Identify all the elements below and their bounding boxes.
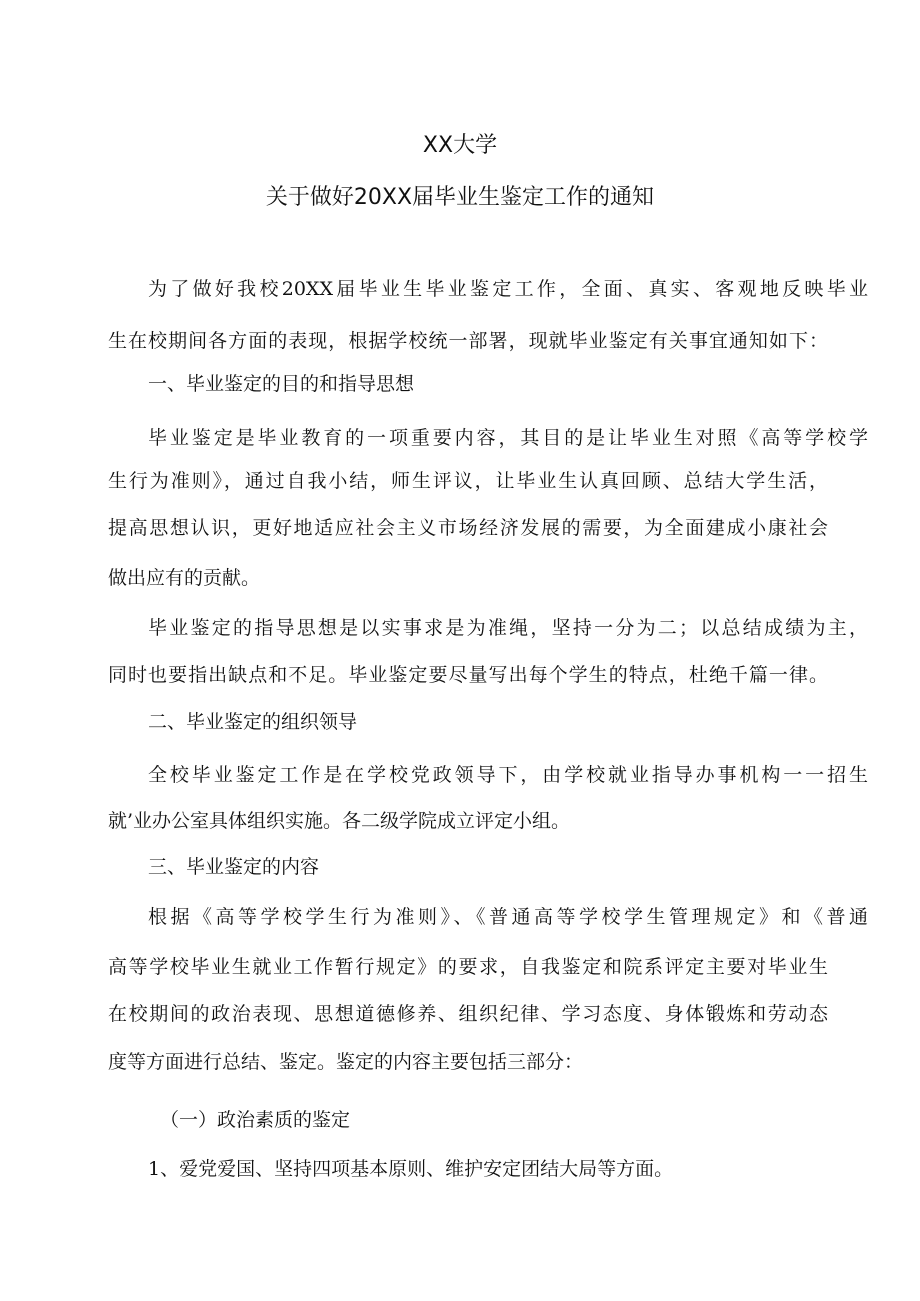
paragraph-line: 度等方面进行总结、鉴定。鉴定的内容主要包括三部分：	[108, 1051, 584, 1073]
section-heading: 一、毕业鉴定的目的和指导思想	[148, 373, 415, 395]
paragraph-line: 全校毕业鉴定工作是在学校党政领导下，由学校就业指导办事机构一一招生	[148, 764, 868, 786]
paragraph-line: 就’业办公室具体组织实施。各二级学院成立评定小组。	[108, 810, 571, 832]
paragraph-line: 高等学校毕业生就业工作暂行规定》的要求，自我鉴定和院系评定主要对毕业生	[108, 956, 828, 978]
document-title-notice: 关于做好20XX届毕业生鉴定工作的通知	[265, 185, 655, 210]
paragraph-line: 提高思想认识，更好地适应社会主义市场经济发展的需要，为全面建成小康社会	[108, 517, 828, 539]
paragraph-line: 生行为准则》，通过自我小结，师生评议，让毕业生认真回顾、总结大学生活，	[108, 470, 828, 492]
paragraph-line: 在校期间的政治表现、思想道德修养、组织纪律、学习态度、身体锻炼和劳动态	[108, 1003, 828, 1025]
section-heading: 二、毕业鉴定的组织领导	[148, 711, 358, 733]
paragraph-line: 毕业鉴定是毕业教育的一项重要内容，其目的是让毕业生对照《高等学校学	[148, 427, 868, 449]
paragraph-line: 同时也要指出缺点和不足。毕业鉴定要尽量写出每个学生的特点，杜绝千篇一律。	[108, 664, 828, 686]
subsection-heading: （一）政治素质的鉴定	[160, 1109, 351, 1131]
paragraph-line: 根据《高等学校学生行为准则》、《普通高等学校学生管理规定》和《普通	[148, 906, 868, 928]
paragraph-line: 毕业鉴定的指导思想是以实事求是为准绳，坚持一分为二；以总结成绩为主，	[148, 617, 868, 639]
paragraph-line: 为了做好我校20XX届毕业生毕业鉴定工作，全面、真实、客观地反映毕业	[148, 278, 868, 300]
paragraph-line: 做出应有的贡献。	[108, 567, 261, 589]
section-heading: 三、毕业鉴定的内容	[148, 856, 320, 878]
list-item: 1、爱党爱国、坚持四项基本原则、维护安定团结大局等方面。	[148, 1158, 674, 1180]
paragraph-line: 生在校期间各方面的表现，根据学校统一部署，现就毕业鉴定有关事宜通知如下：	[108, 330, 828, 352]
document-title-school: XX大学	[422, 133, 498, 158]
